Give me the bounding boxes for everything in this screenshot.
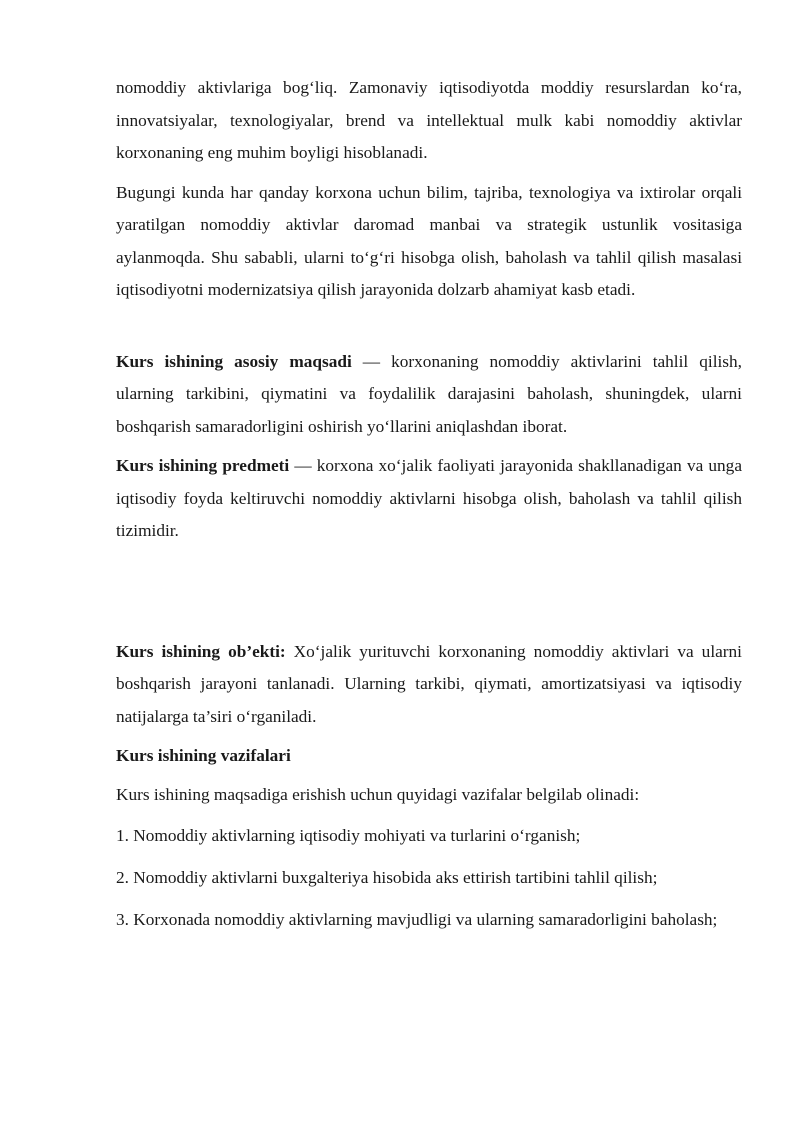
task-item-2: 2. Nomoddiy aktivlarni buxgalteriya hisobida aks ettirish tartibini tahlil qilish; — [116, 867, 658, 887]
goal-label: Kurs ishining asosiy maqsadi — [116, 351, 352, 371]
subject-text: — korxona xo‘jalik faoliyati jarayonida shakllanadigan va unga iqtisodiy foyda keltiruvchi nomoddiy aktivlarni hisobga olish, baholash va tahlil qilish tizimidir. — [116, 456, 742, 540]
task-item-1: 1. Nomoddiy aktivlarning iqtisodiy mohiyati va turlarini o‘rganish; — [116, 826, 581, 845]
paragraph-goal — [116, 346, 742, 444]
tasks-heading-text: Kurs ishining vazifalari — [116, 746, 291, 765]
document-page — [116, 72, 742, 937]
paragraph-object — [116, 636, 742, 734]
paragraph-importance: Bugungi kunda har qanday korxona uchun bilim, tajriba, texnologiya va ixtirolar orqali yaratilgan nomoddiy aktivlar daromad manbai va strategik ustunlik vositasiga aylanmoqda. Shu sababli, ularni to‘g‘ri hisobga olish, baholash va tahlil qilish masalasi iqtisodiyotni modernizatsiya qilish jarayonida dolzarb ahamiyat kasb etadi. — [116, 182, 742, 299]
object-label: Kurs ishining ob’ekti: — [116, 641, 286, 661]
task-item-3: 3. Korxonada nomoddiy aktivlarning mavjudligi va ularning samaradorligini baholash; — [116, 910, 718, 929]
tasks-intro: Kurs ishining maqsadiga erishish uchun quyidagi vazifalar belgilab olinadi: — [116, 784, 640, 804]
subject-label: Kurs ishining predmeti — [116, 456, 290, 475]
tasks-heading — [116, 740, 742, 773]
object-text: Xo‘jalik yurituvchi korxonaning nomoddiy aktivlari va ularni boshqarish jarayoni tanlanadi. Ularning tarkibi, qiymati, amortizatsiyasi va iqtisodiy natijalarga ta’siri o‘rganiladi. — [116, 641, 742, 726]
paragraph-subject — [116, 450, 742, 548]
goal-text: — korxonaning nomoddiy aktivlarini tahlil qilish, ularning tarkibini, qiymatini va foydalilik darajasini baholash, shuningdek, ularni boshqarish samaradorligini oshirish yo‘llarini aniqlashdan iborat. — [116, 351, 742, 436]
paragraph-intro-continuation: nomoddiy aktivlariga bog‘liq. Zamonaviy iqtisodiyotda moddiy resurslardan ko‘ra, innovatsiyalar, texnologiyalar, brend va intellektual mulk kabi nomoddiy aktivlar korxonaning eng muhim boyligi hisoblanadi. — [116, 78, 742, 162]
